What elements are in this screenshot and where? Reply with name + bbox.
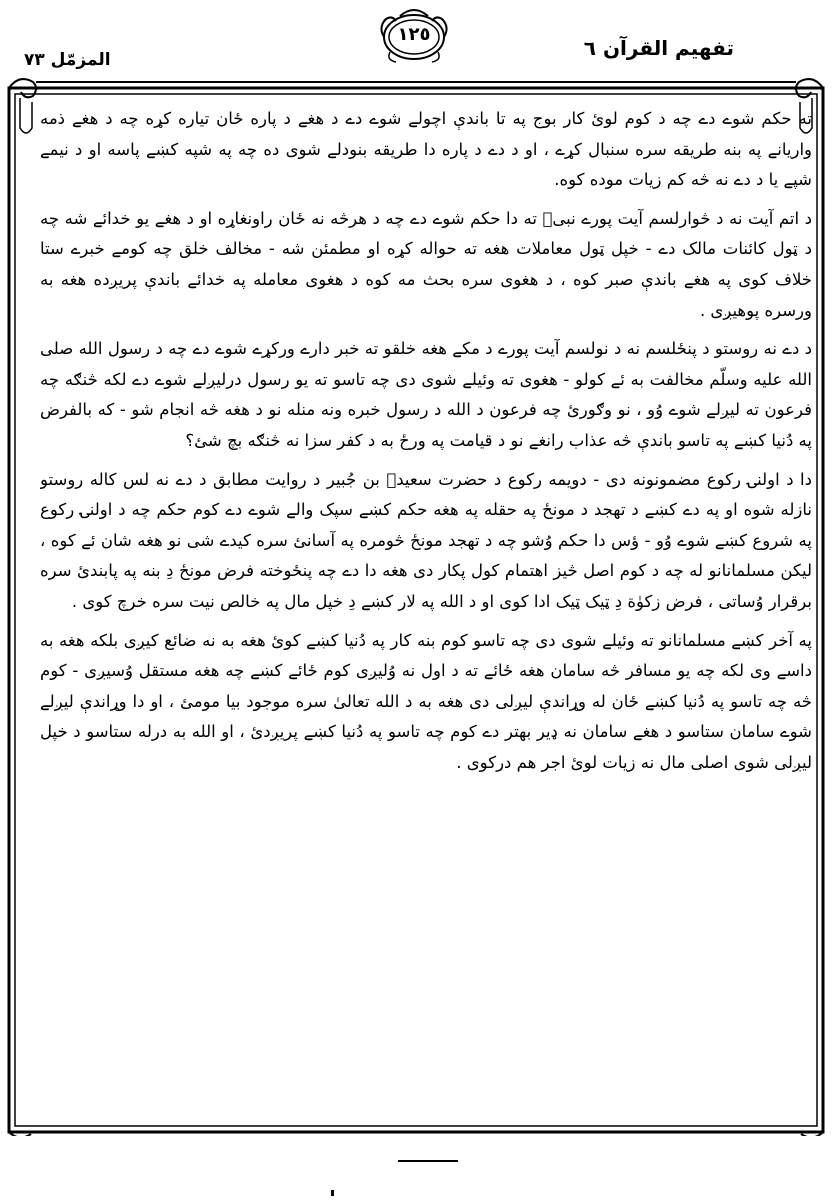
page-header bbox=[0, 0, 832, 80]
paragraph: ته حکم شوے دے چه د کوم لوئ کار بوج په تا باندې اچولے شوے دے د هغے د پاره ځان تیاره کړه چه د هغے ذمه واریانے په بنه طریقه سره سنبال کړے ، او د دے د پاره دا طریقه بنودلے شوی ده چه په شپه کښے پاسه او د نیمے شپے یا د دے نه څه کم زیات موده کوه. bbox=[40, 109, 812, 190]
page-body bbox=[40, 104, 812, 1114]
paragraph: دا د اولنۍ رکوع مضمونونه دی - دویمه رکوع د حضرت سعیدؓ بن جُبیر د روایت مطابق د دے نه لس کاله روستو نازله شوه او په دے کښے د تهجد د مونځ په حقله په هغه حکم کښے سپک والے شوے دے کوم حکم چه د اولنۍ رکوع په شروع کښے شوے وُو - ؤس دا حکم وُشو چه د تهجد مونځ څومره په آسانئ سره کیدے شی نو هغه شان ئے کوه ، لیکن مسلمانانو له چه د کوم اصل څیز اهتمام کول پکار دی هغه دا دے چه پنځوخته فرض مونځ دِ بنه په پابندئ سره برقرار وُساتی ، فرض زکوٰة دِ ټیک ټیک ادا کوی او د الله په لار کښے دِ خپل مال په خالص نیت سره خرچ کوی . bbox=[40, 469, 812, 611]
page-number-badge bbox=[376, 4, 452, 66]
page-number: ١٢٥ bbox=[397, 24, 431, 45]
paragraph: په آخر کښے مسلمانانو ته وئیلے شوی دی چه تاسو کوم بنه کار په دُنیا کښے کوئ هغه به نه ضائع کیږی بلکه هغه به داسے وی لکه چه یو مسافر څه سامان هغه ځائے ته د اول نه وُلیږی کوم ځائے کښے چه هغه مستقل وُسیږی - کوم څه چه تاسو په دُنیا کښے ځان له وړاندې لیږلی دی هغه به د الله تعالیٰ سره موجود بیا مومئ ، او دا وړاندې لیږلے شوے سامان ستاسو د هغے سامان نه ډیر بهتر دے کوم چه تاسو په دُنیا کښے پریږدئ ، او الله به درله ستاسو د خپل لیږلی شوی اصلی مال نه زیات لوئ اجر هم درکوی . bbox=[40, 630, 812, 772]
surah-reference: المزمّل ٧٣ bbox=[24, 50, 111, 70]
footer-mark bbox=[331, 1190, 334, 1196]
paragraph: د اتم آیت نه د څوارلسم آیت پورے نبیؐ ته دا حکم شوے دے چه د هرڅه نه ځان راونغاړه او د هغے یو خدائے شه چه د ټول کائنات مالک دے - خپل ټول معاملات هغه ته حواله کړه او مطمئن شه - مخالف خلق چه کومے خبرے ستا خلاف کوی په هغے باندې صبر کوه ، د هغوی سره بحث مه کوه د هغوی معامله په خدائے باندې پریږده هغه به ورسره پوهیږی . bbox=[40, 208, 812, 320]
end-divider bbox=[398, 1160, 458, 1162]
paragraph: د دے نه روستو د پنځلسم نه د نولسم آیت پورے د مکے هغه خلقو ته خبر دارے ورکړے شوے دے چه د رسول الله صلی الله علیه وسلّم مخالفت به ئے کولو - هغوی ته وئیلے شوی دی چه تاسو ته یو رسول درلیږلے شوے دے لکه څنګه چه فرعون ته لیږلے شوے وُو ، نو وګورئ چه فرعون د الله د رسول خبره ونه منله نو د هغه څه انجام شو - که بالفرض په دُنیا کښے په تاسو باندې څه عذاب رانغے نو د قیامت په ورځ به د کفر سزا نه څنګه بچ شئ؟ bbox=[40, 339, 812, 450]
book-title: تفهيم القرآن ٦ bbox=[583, 36, 734, 60]
